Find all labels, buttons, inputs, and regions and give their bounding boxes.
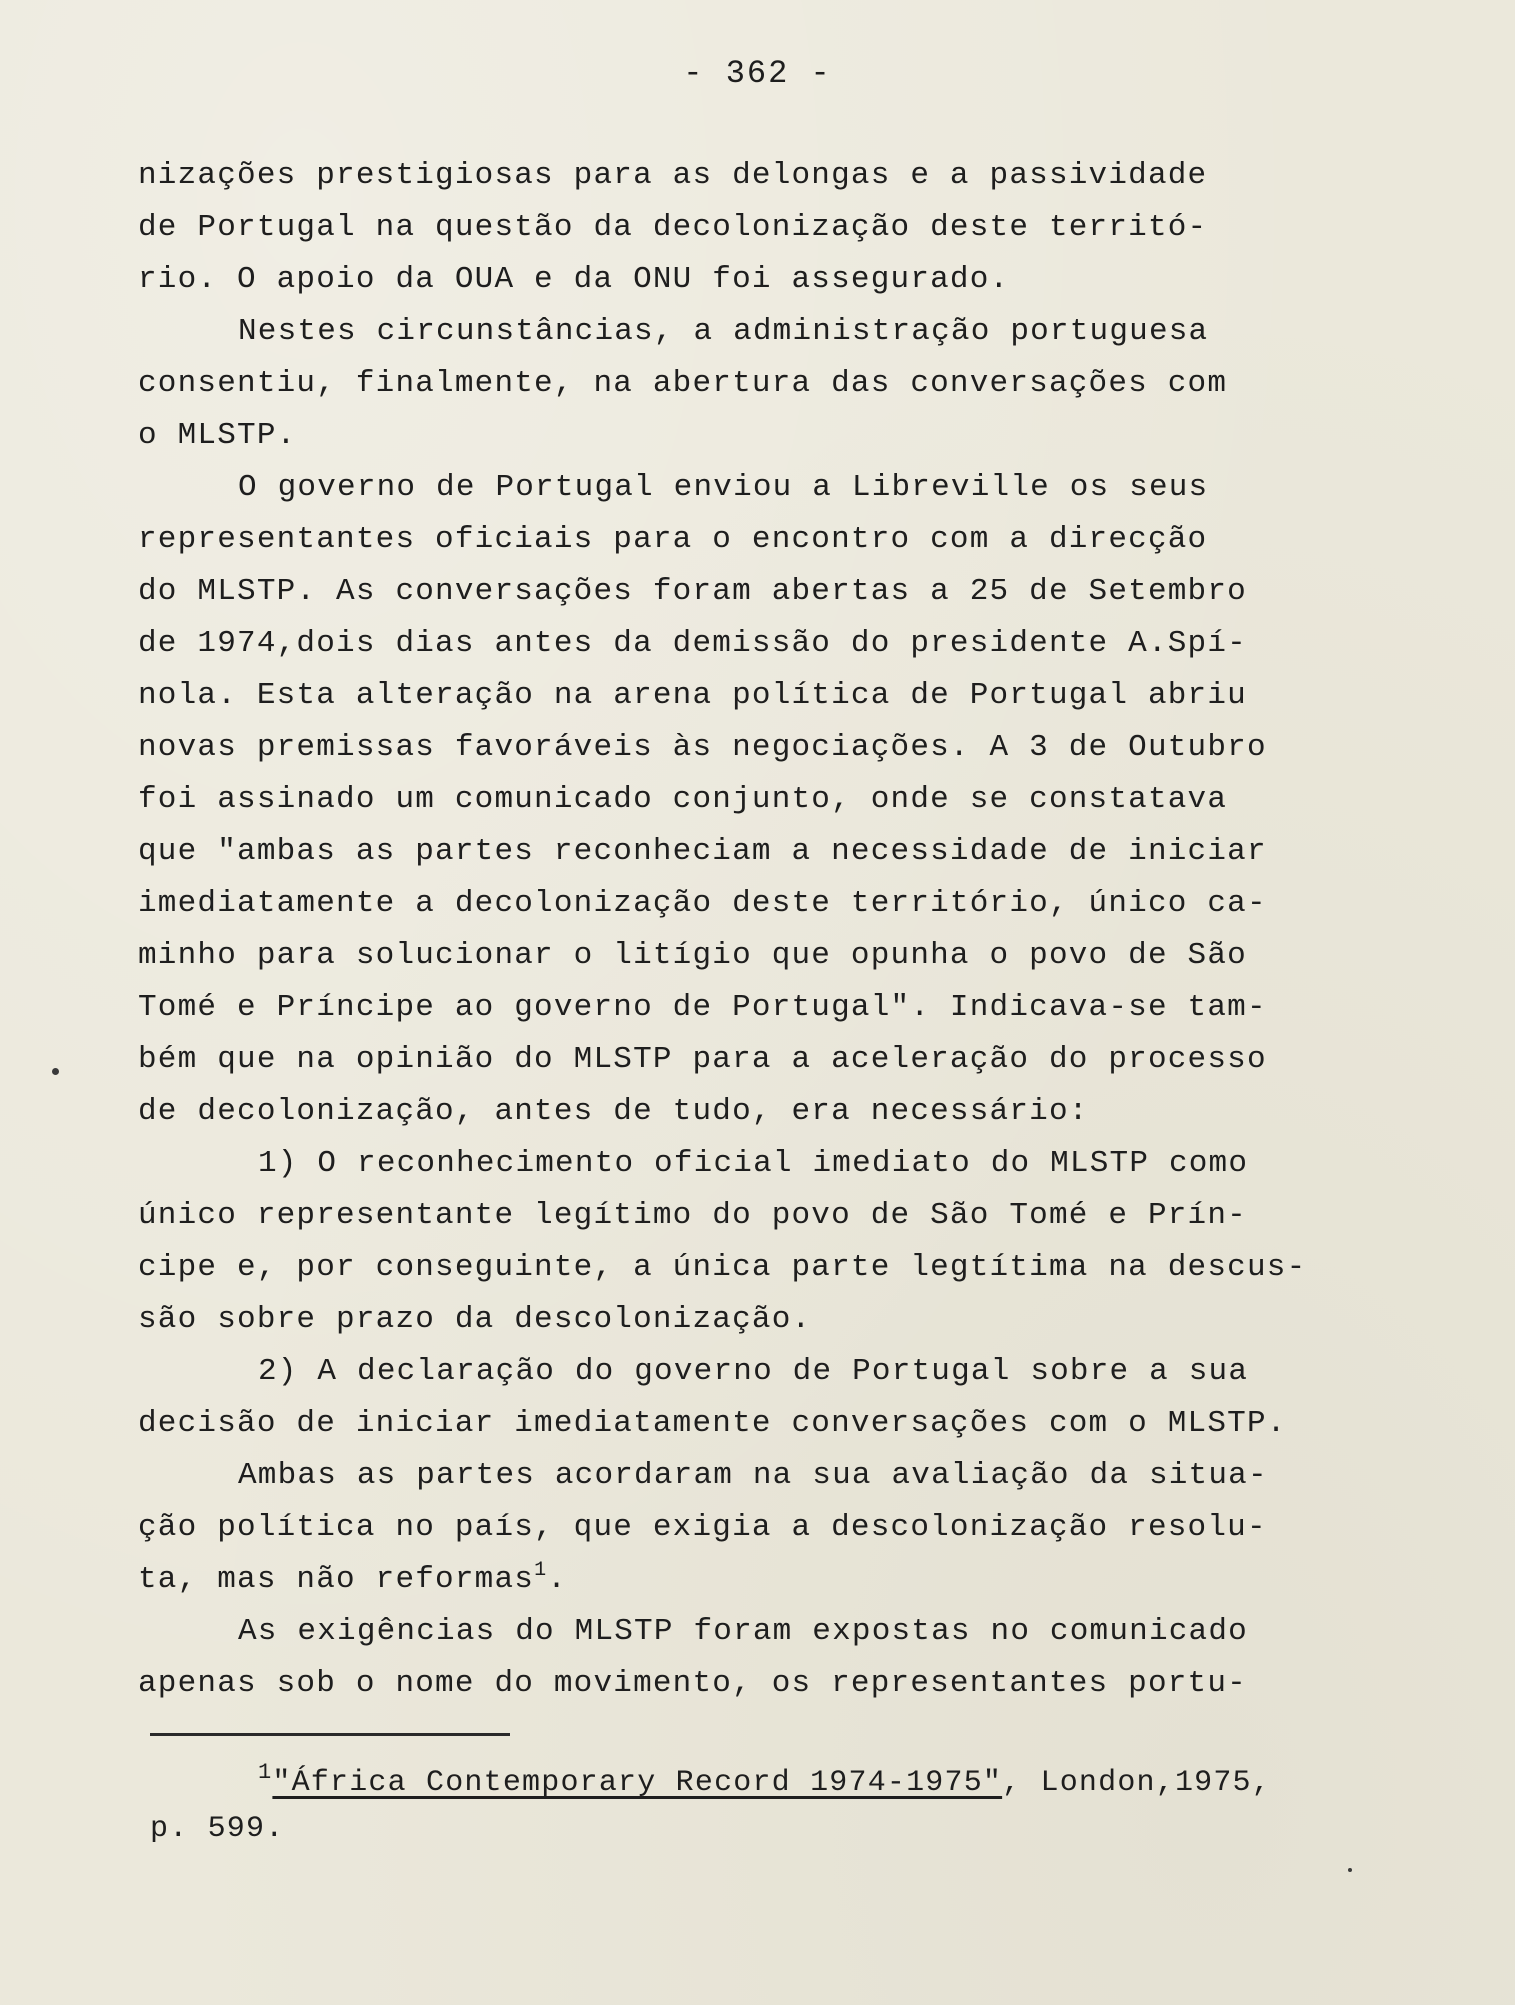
text-line: consentiu, finalmente, na abertura das conversações com	[138, 366, 1228, 401]
margin-speck	[1348, 1868, 1352, 1872]
text-line-with-footnote-ref	[138, 1554, 1388, 1606]
list-item-line: são sobre prazo da descolonização.	[138, 1302, 812, 1337]
text-fragment: ta, mas não reformas	[138, 1562, 535, 1597]
footnote-reference[interactable]: 1	[534, 1559, 548, 1582]
text-fragment: .	[547, 1562, 568, 1597]
body-text	[138, 150, 1388, 1710]
text-line: de 1974,dois dias antes da demissão do presidente A.Spí-	[138, 626, 1247, 661]
list-item-line: cipe e, por conseguinte, a única parte legtítima na descus-	[138, 1250, 1307, 1285]
text-line: Ambas as partes acordaram na sua avaliação da situa-	[238, 1458, 1268, 1493]
text-line: Tomé e Príncipe ao governo de Portugal". Indicava-se tam-	[138, 990, 1267, 1025]
text-line: O governo de Portugal enviou a Libreville os seus	[238, 470, 1209, 505]
text-line: que "ambas as partes reconheciam a necessidade de iniciar	[138, 834, 1267, 869]
text-line: nola. Esta alteração na arena política de Portugal abriu	[138, 678, 1247, 713]
footnote-line	[150, 1760, 1390, 1806]
list-item-line: decisão de iniciar imediatamente conversações com o MLSTP.	[138, 1406, 1287, 1441]
text-line: bém que na opinião do MLSTP para a aceleração do processo	[138, 1042, 1267, 1077]
text-line: o MLSTP.	[138, 418, 297, 453]
text-line: de Portugal na questão da decolonização deste territó-	[138, 210, 1208, 245]
footnote	[150, 1760, 1390, 1852]
footnote-source-title: "África Contemporary Record 1974-1975"	[272, 1766, 1003, 1800]
page-number: - 362 -	[683, 55, 832, 92]
text-line: As exigências do MLSTP foram expostas no comunicado	[238, 1614, 1248, 1649]
text-line: novas premissas favoráveis às negociações. A 3 de Outubro	[138, 730, 1267, 765]
text-line: nizações prestigiosas para as delongas e a passividade	[138, 158, 1208, 193]
margin-speck	[52, 1068, 59, 1075]
text-line: imediatamente a decolonização deste território, único ca-	[138, 886, 1267, 921]
text-line: do MLSTP. As conversações foram abertas a 25 de Setembro	[138, 574, 1247, 609]
footnote-page: p. 599.	[150, 1812, 285, 1846]
text-line: foi assinado um comunicado conjunto, onde se constatava	[138, 782, 1228, 817]
text-line: Nestes circunstâncias, a administração portuguesa	[238, 314, 1209, 349]
list-item-line: 1) O reconhecimento oficial imediato do MLSTP como	[258, 1146, 1249, 1181]
text-line: ção política no país, que exigia a descolonização resolu-	[138, 1510, 1267, 1545]
list-item-line: único representante legítimo do povo de São Tomé e Prín-	[138, 1198, 1247, 1233]
text-line: minho para solucionar o litígio que opunha o povo de São	[138, 938, 1247, 973]
footnote-divider	[150, 1733, 510, 1736]
footnote-marker: 1	[258, 1760, 273, 1785]
text-line: rio. O apoio da OUA e da ONU foi assegurado.	[138, 262, 1010, 297]
text-line: de decolonização, antes de tudo, era necessário:	[138, 1094, 1089, 1129]
text-line: apenas sob o nome do movimento, os representantes portu-	[138, 1666, 1247, 1701]
footnote-source-rest: , London,1975,	[1002, 1766, 1271, 1800]
list-item-line: 2) A declaração do governo de Portugal sobre a sua	[258, 1354, 1249, 1389]
text-line: representantes oficiais para o encontro com a direcção	[138, 522, 1208, 557]
